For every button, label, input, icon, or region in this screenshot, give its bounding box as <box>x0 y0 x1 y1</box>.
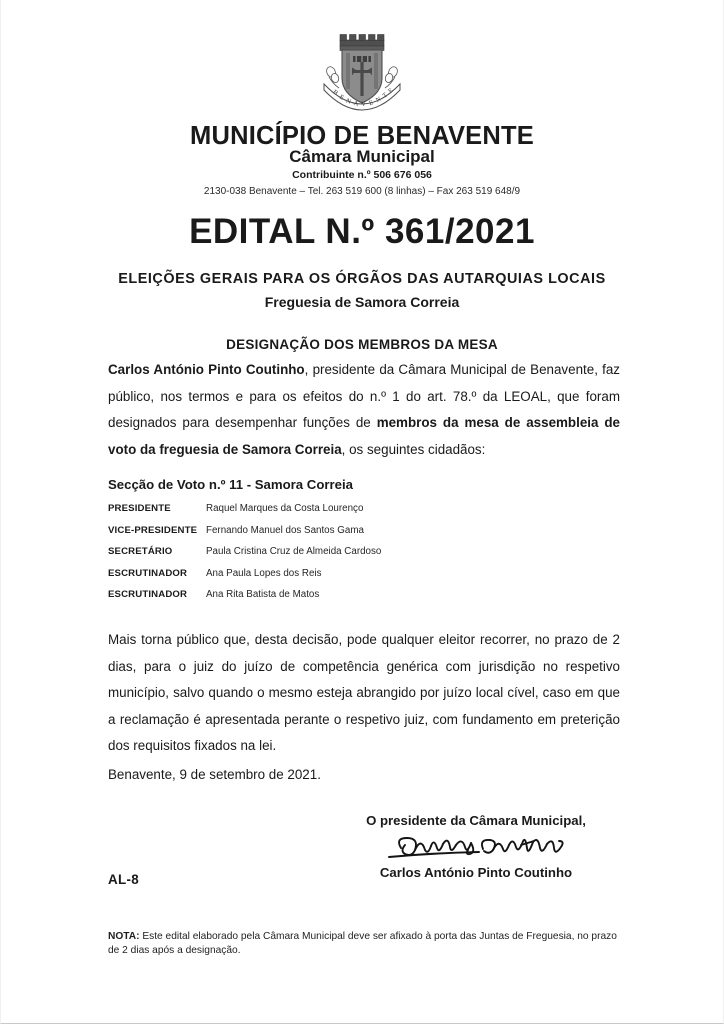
table-row <box>108 568 528 590</box>
member-role: VICE-PRESIDENTE <box>108 524 198 536</box>
election-subtitle: ELEIÇÕES GERAIS PARA OS ÓRGÃOS DAS AUTARQUIAS LOCAIS <box>118 271 606 287</box>
signature-title: O presidente da Câmara Municipal, <box>366 813 586 828</box>
table-row <box>108 546 528 568</box>
mesa-members-table <box>108 503 528 611</box>
member-name: Fernando Manuel dos Santos Gama <box>206 524 364 536</box>
intro-text-c: , os seguintes cidadãos: <box>341 441 486 457</box>
voting-section-heading: Secção de Voto n.º 11 - Samora Correia <box>108 477 353 492</box>
member-name: Raquel Marques da Costa Lourenço <box>206 503 364 514</box>
intro-bold-b: membros da mesa de assembleia de voto da freguesia de Samora Correia <box>108 415 620 457</box>
footer-note-label: NOTA: <box>108 931 140 942</box>
page-title: EDITAL N.º 361/2021 <box>189 212 535 251</box>
parish-subtitle: Freguesia de Samora Correia <box>264 294 460 310</box>
member-name: Paula Cristina Cruz de Almeida Cardoso <box>206 546 382 557</box>
signatory-name: Carlos António Pinto Coutinho <box>379 865 573 880</box>
member-role: PRESIDENTE <box>108 503 171 514</box>
table-row <box>108 589 528 611</box>
coat-of-arms-container <box>1 32 723 120</box>
footer-note-text: Este edital elaborado pela Câmara Municipal deve ser afixado à porta das Juntas de Freguesia, no prazo de 2 dias após a designação. <box>108 931 617 956</box>
place-date-line: Benavente, 9 de setembro de 2021. <box>108 767 321 782</box>
footer-note <box>108 930 624 958</box>
document-reference-code: AL-8 <box>108 872 139 887</box>
president-name-inline: Carlos António Pinto Coutinho <box>108 362 305 377</box>
member-role: SECRETÁRIO <box>108 546 173 557</box>
brasao-benavente-icon <box>316 32 408 120</box>
appeal-paragraph: Mais torna público que, desta decisão, pode qualquer eleitor recorrer, no prazo de 2 dias, para o juiz do juízo de competência genérica com jurisdição no respetivo município, salvo quando o mesmo esteja abrangido por juízo local cível, caso em que a reclamação é apresentada perante o respetivo juiz, com fundamento em preterição dos requisitos fixados na lei. <box>108 632 620 753</box>
crest-ribbon-text: B E N A V E N T E <box>331 86 396 109</box>
member-name: Ana Paula Lopes dos Reis <box>206 567 322 579</box>
table-row <box>108 503 528 525</box>
member-role: ESCRUTINADOR <box>108 589 188 600</box>
table-row <box>108 525 528 547</box>
subject-heading: DESIGNAÇÃO DOS MEMBROS DA MESA <box>226 337 498 352</box>
signature-block <box>331 813 621 880</box>
intro-text-a: , presidente da Câmara Municipal de Benavente, faz público, nos termos e para os efeitos do n.º 1 do art. 78.º da LEOAL, que foram designados para desempenhar funções de <box>108 362 620 430</box>
member-name: Ana Rita Batista de Matos <box>206 589 320 600</box>
organization-name: MUNICÍPIO DE BENAVENTE <box>190 122 534 150</box>
organization-department: Câmara Municipal <box>289 147 435 166</box>
address-contact-line: 2130-038 Benavente – Tel. 263 519 600 (8 linhas) – Fax 263 519 648/9 <box>203 186 521 197</box>
intro-paragraph <box>108 357 620 463</box>
tax-number-line: Contribuinte n.º 506 676 056 <box>292 169 432 181</box>
handwritten-signature-icon <box>371 830 581 864</box>
member-role: ESCRUTINADOR <box>108 567 188 579</box>
